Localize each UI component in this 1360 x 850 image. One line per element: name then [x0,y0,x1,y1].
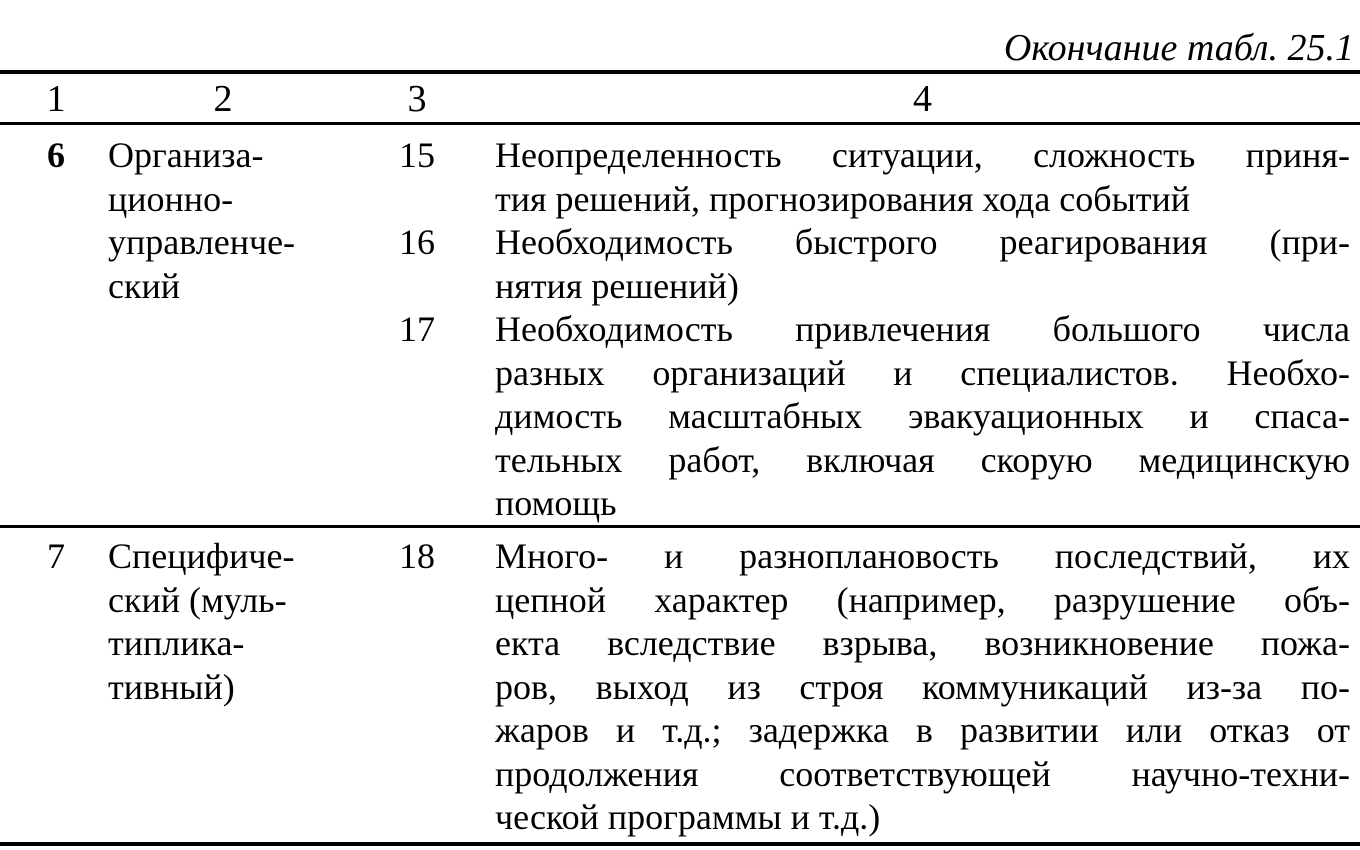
column-header-2: 2 [213,78,233,120]
text-line: Необходимость быстрого реагирования (при- [495,222,1350,262]
item-text-15 [495,134,1350,221]
row-category-7 [108,535,368,709]
item-number-16: 16 [399,222,435,262]
text-line: продолжения соответствующей научно-техни- [495,753,1350,794]
row-category-6 [108,134,368,308]
table-top-rule [0,70,1360,74]
column-header-4: 4 [913,78,932,120]
table-caption: Окончание табл. 25.1 [1003,27,1354,69]
text-line: тия решений, прогнозирования хода событий [495,178,1191,219]
column-header-1: 1 [46,78,66,120]
text-line: цепной характер (например, разрушение объ- [495,579,1350,620]
category-line: ционно- [108,178,234,219]
category-line: Организа- [108,135,264,175]
item-number-18: 18 [399,536,435,576]
text-line: ров, выход из строя коммуникаций из-за по- [495,666,1350,707]
text-line: Неопределенность ситуации, сложность приня- [495,135,1350,175]
item-number-15: 15 [399,135,435,175]
category-line: ский (муль- [108,579,287,620]
category-line: управленче- [108,222,296,262]
text-line: ческой программы и т.д.) [495,797,881,837]
text-line: Необходимость привлечения большого числа [495,309,1350,349]
item-text-18 [495,535,1350,840]
table-bottom-rule [0,842,1360,846]
category-line: Специфиче- [108,536,295,576]
column-header-3: 3 [407,78,427,120]
category-line: типлика- [108,623,245,663]
text-line: Много- и разноплановость последствий, их [495,536,1350,576]
text-line: тельных работ, включая скорую медицинскую [495,439,1350,480]
row-number-6: 6 [47,135,65,175]
text-line: разных организаций и специалистов. Необхо- [495,352,1350,393]
item-text-16 [495,221,1350,308]
text-line: помощь [495,483,617,523]
item-number-17: 17 [399,309,435,349]
text-line: димость масштабных эвакуационных и спаса- [495,396,1350,436]
item-text-17 [495,308,1350,526]
text-line: нятия решений) [495,265,739,306]
text-line: жаров и т.д.; задержка в развитии или отказ от [495,710,1350,750]
category-line: ский [108,265,180,306]
table-header-rule [0,122,1360,125]
text-line: екта вследствие взрыва, возникновение пожа- [495,623,1350,663]
row-number-7: 7 [47,536,65,576]
category-line: тивный) [108,666,235,707]
